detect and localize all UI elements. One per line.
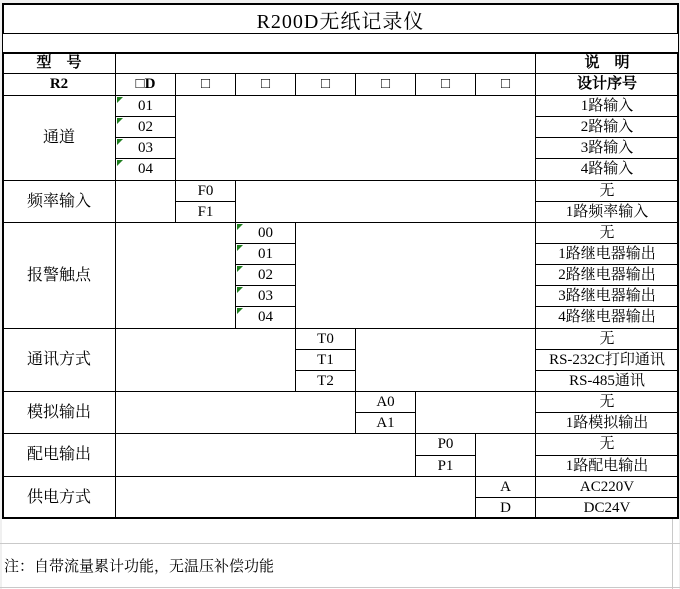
- code-cell: [475, 476, 536, 498]
- section-label-power-supply: 供电方式: [2, 476, 116, 519]
- empty-cell: [175, 95, 536, 181]
- desc-cell: DC24V: [535, 497, 679, 519]
- code-text: 04: [258, 309, 273, 325]
- desc-cell: 2路继电器输出: [535, 264, 679, 286]
- empty-cell: [355, 328, 536, 392]
- code-text: 00: [258, 224, 273, 241]
- code-cell: [295, 349, 356, 371]
- stored-as-text-flag-icon: [117, 160, 123, 166]
- code-text: P0: [437, 436, 454, 452]
- code-cell: [115, 158, 176, 181]
- footnote: 注：自带流量累计功能，无温压补偿功能: [4, 558, 275, 575]
- code-cell: [415, 455, 476, 477]
- empty-cell: [115, 328, 296, 392]
- desc-header-cell: 说 明: [535, 52, 679, 74]
- stored-as-text-flag-icon: [237, 245, 243, 251]
- code-cell: [295, 328, 356, 350]
- desc-cell: 1路模拟输出: [535, 412, 679, 434]
- stored-as-text-flag-icon: [237, 266, 243, 272]
- spacer-row: [2, 34, 679, 52]
- stored-as-text-flag-icon: [237, 308, 243, 314]
- code-cell: [115, 95, 176, 117]
- section-label-alarm-contacts: 报警触点: [2, 222, 116, 329]
- gridline-vertical: [672, 519, 673, 589]
- empty-cell: [235, 180, 536, 223]
- code-text: T1: [317, 351, 334, 368]
- code-text: A0: [376, 393, 395, 410]
- digit-placeholder-cell: □: [295, 73, 356, 96]
- code-text: P1: [437, 457, 454, 474]
- code-cell: [115, 137, 176, 159]
- desc-cell: 4路继电器输出: [535, 306, 679, 329]
- code-text: F0: [197, 182, 214, 199]
- desc-cell: 无: [535, 433, 679, 456]
- code-cell: [355, 391, 416, 413]
- code-cell: [295, 370, 356, 392]
- desc-cell: RS-232C打印通讯: [535, 349, 679, 371]
- digit-placeholder-cell: □: [475, 73, 536, 96]
- desc-cell: RS-485通讯: [535, 370, 679, 392]
- empty-cell: [115, 433, 416, 477]
- code-cell: [175, 180, 236, 202]
- stored-as-text-flag-icon: [117, 139, 123, 145]
- digit-placeholder-cell: □: [355, 73, 416, 96]
- code-cell: [235, 264, 296, 286]
- digit-placeholder-cell: □: [415, 73, 476, 96]
- code-text: A: [500, 478, 511, 495]
- empty-cell: [115, 180, 176, 223]
- empty-cell: [115, 391, 356, 434]
- empty-cell: [115, 476, 476, 519]
- desc-cell: 1路频率输入: [535, 201, 679, 223]
- empty-cell: [115, 222, 236, 329]
- gridline-horizontal: [0, 587, 680, 588]
- section-label-power-dist-output: 配电输出: [2, 433, 116, 477]
- desc-cell: 3路继电器输出: [535, 285, 679, 307]
- digit-placeholder-cell: □D: [115, 73, 176, 96]
- desc-cell: 无: [535, 222, 679, 244]
- stored-as-text-flag-icon: [117, 97, 123, 103]
- section-label-channels: 通道: [2, 95, 116, 181]
- code-text: 01: [258, 245, 273, 262]
- stored-as-text-flag-icon: [237, 224, 243, 230]
- stored-as-text-flag-icon: [117, 118, 123, 124]
- empty-cell: [475, 433, 536, 477]
- series-code-cell: R2: [2, 73, 116, 96]
- code-text: 02: [258, 266, 273, 283]
- code-text: T2: [317, 372, 334, 389]
- code-text: F1: [197, 203, 214, 220]
- series-desc-cell: 设计序号: [535, 73, 679, 96]
- section-label-frequency-input: 频率输入: [2, 180, 116, 223]
- empty-cell: [295, 222, 536, 329]
- desc-cell: 无: [535, 391, 679, 413]
- code-text: 04: [138, 161, 153, 177]
- code-text: 01: [138, 97, 153, 114]
- code-cell: [115, 116, 176, 138]
- desc-cell: 1路配电输出: [535, 455, 679, 477]
- desc-cell: AC220V: [535, 476, 679, 498]
- code-cell: [475, 497, 536, 519]
- desc-cell: 1路继电器输出: [535, 243, 679, 265]
- digit-placeholder-cell: □: [235, 73, 296, 96]
- desc-cell: 1路输入: [535, 95, 679, 117]
- desc-cell: 无: [535, 180, 679, 202]
- code-text: A1: [376, 414, 395, 431]
- desc-cell: 4路输入: [535, 158, 679, 181]
- section-label-communication: 通讯方式: [2, 328, 116, 392]
- code-text: 02: [138, 118, 153, 135]
- code-text: T0: [317, 330, 334, 347]
- page-title: R200D无纸记录仪: [2, 3, 679, 35]
- code-text: 03: [258, 287, 273, 304]
- stored-as-text-flag-icon: [237, 287, 243, 293]
- desc-cell: 2路输入: [535, 116, 679, 138]
- code-cell: [235, 222, 296, 244]
- desc-cell: 无: [535, 328, 679, 350]
- code-cell: [355, 412, 416, 434]
- desc-cell: 3路输入: [535, 137, 679, 159]
- code-text: 03: [138, 139, 153, 156]
- code-cell: [235, 285, 296, 307]
- code-cell: [415, 433, 476, 456]
- code-cell: [235, 306, 296, 329]
- code-text: D: [500, 499, 511, 516]
- code-cell: [235, 243, 296, 265]
- digit-placeholder-cell: □: [175, 73, 236, 96]
- empty-cell: [415, 391, 536, 434]
- section-label-analog-output: 模拟输出: [2, 391, 116, 434]
- code-cell: [175, 201, 236, 223]
- model-header-cell: 型 号: [2, 52, 116, 74]
- header-spacer-cell: [115, 52, 536, 74]
